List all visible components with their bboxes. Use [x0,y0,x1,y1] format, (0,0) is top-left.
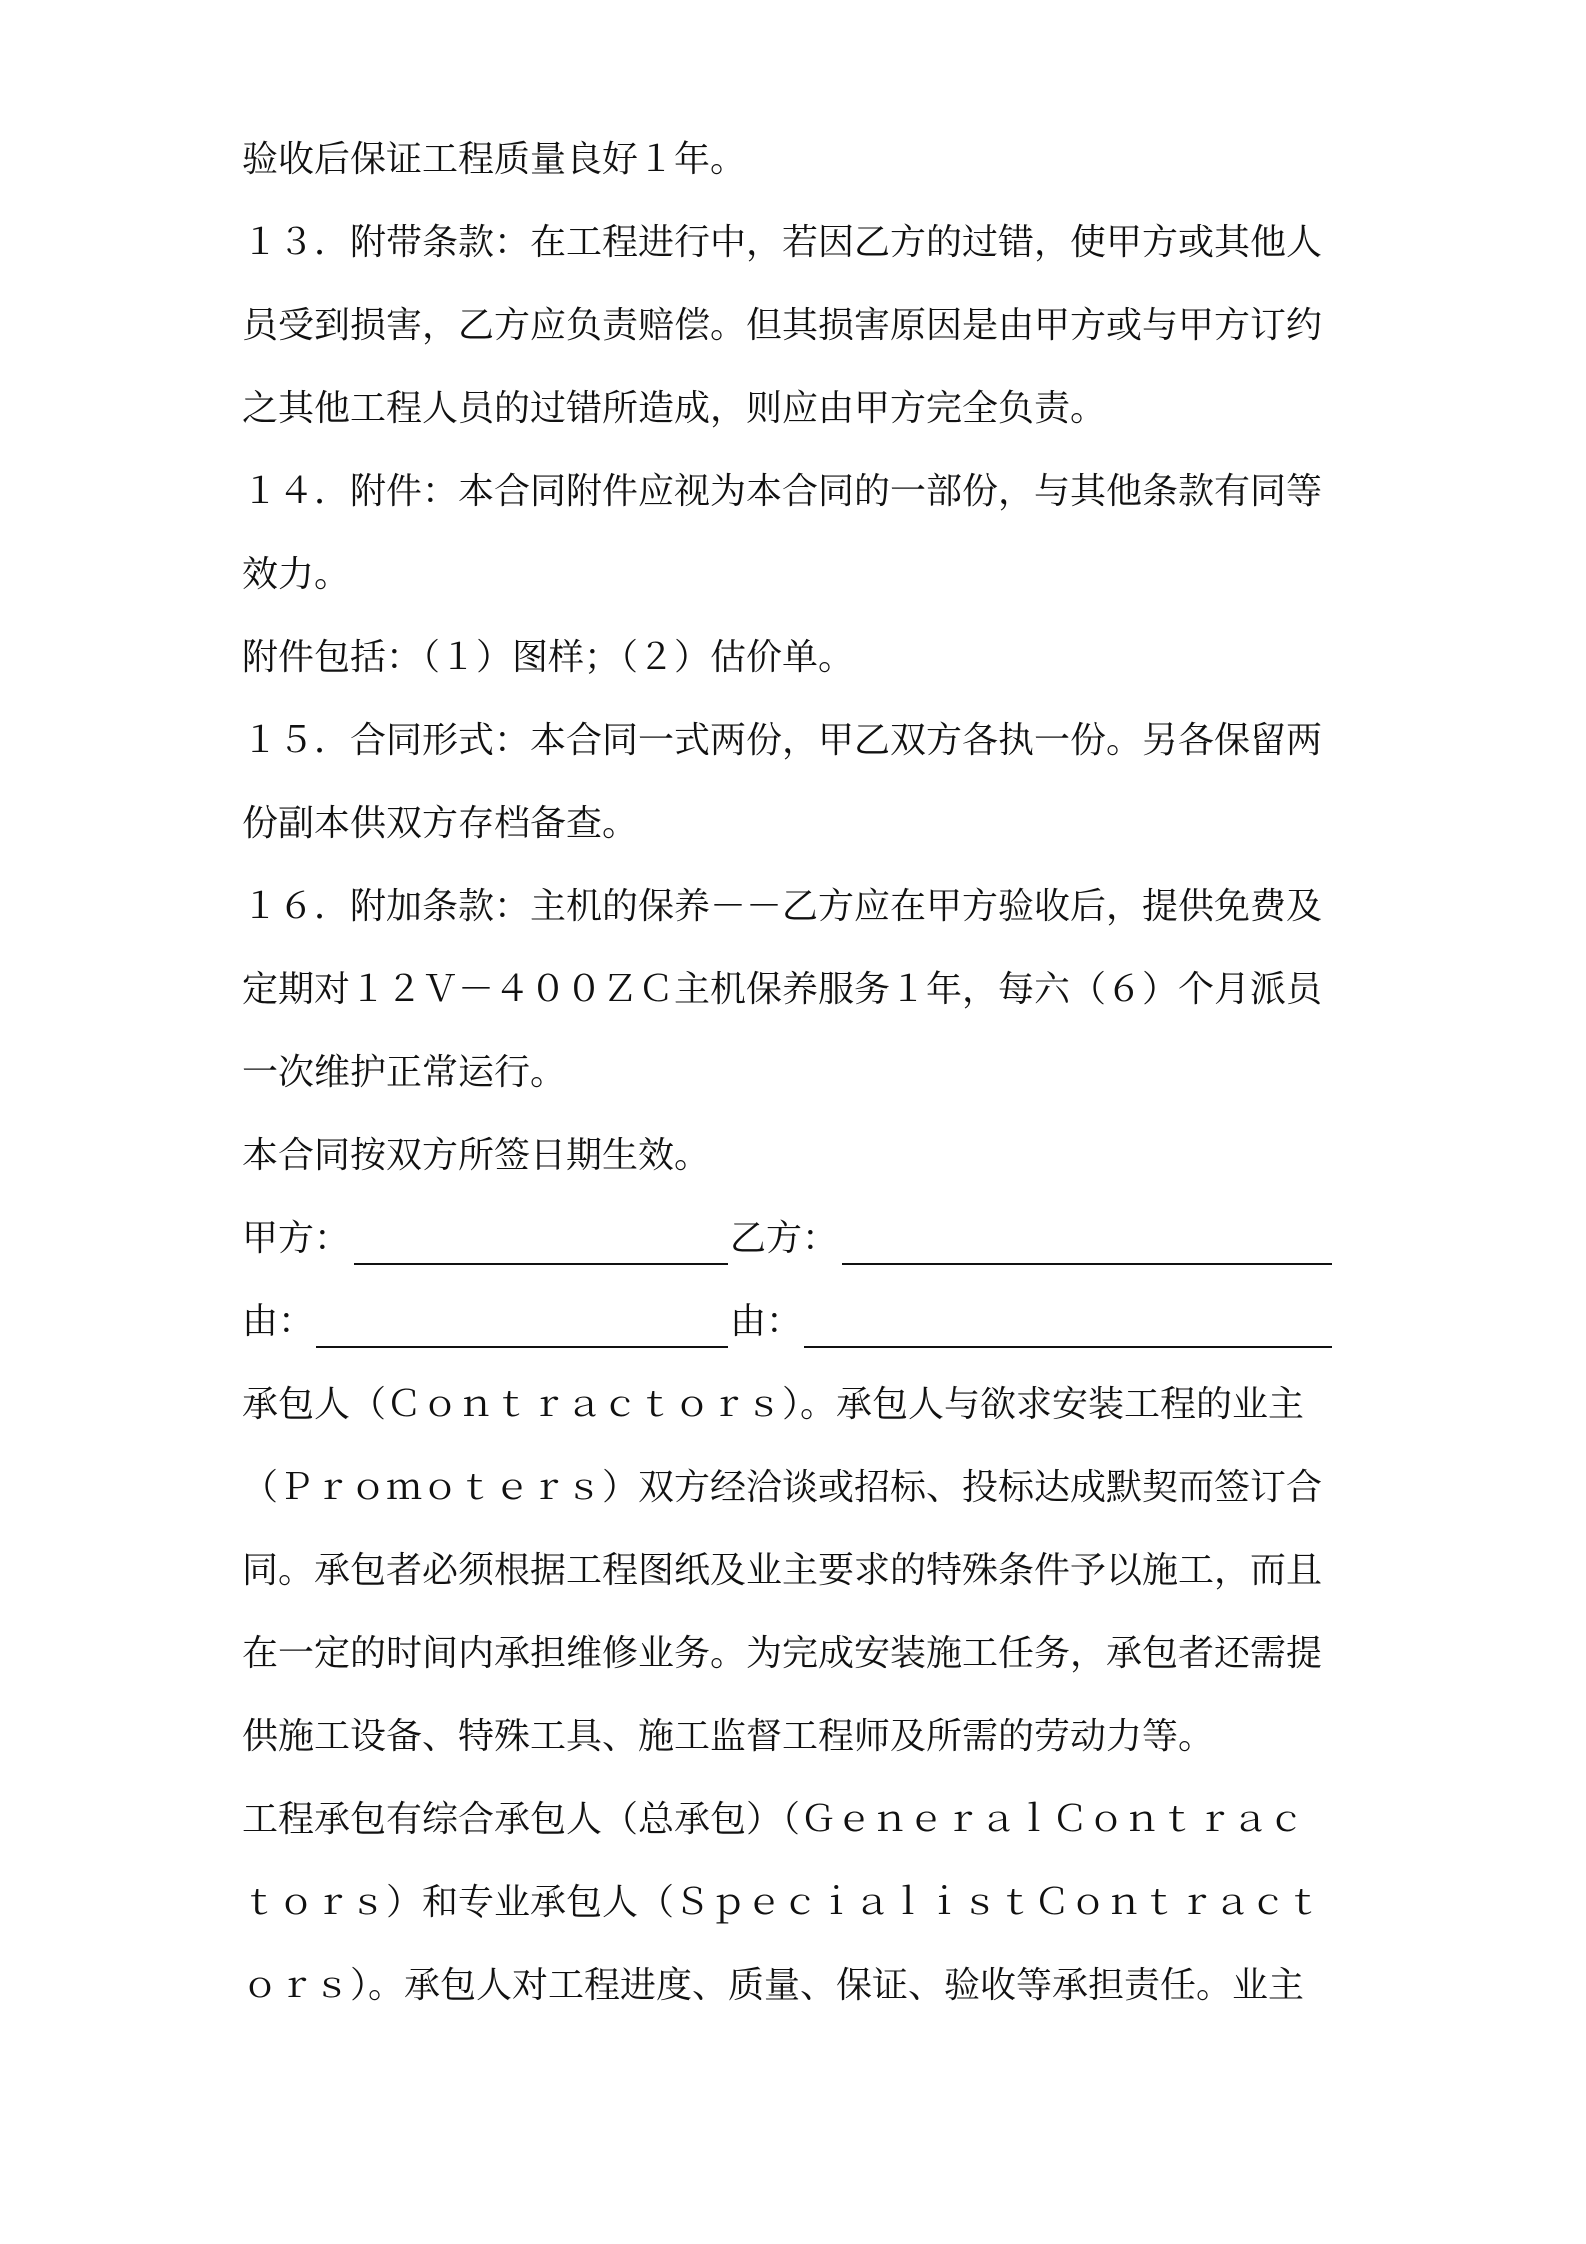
text-line: ｔｏｒｓ）和专业承包人（ＳｐｅｃｉａｌｉｓｔＣｏｎｔｒａｃｔ [242,1882,1323,1923]
party-b-signature-line[interactable] [842,1263,1332,1265]
text-line: 员受到损害，乙方应负责赔偿。但其损害原因是由甲方或与甲方订约 [242,305,1323,346]
text-line: 一次维护正常运行。 [242,1052,567,1093]
party-a-signature-line[interactable] [354,1263,728,1265]
text-line: １６．附加条款：主机的保养－－乙方应在甲方验收后，提供免费及 [242,886,1323,927]
text-line: 在一定的时间内承担维修业务。为完成安装施工任务，承包者还需提 [242,1633,1323,1674]
text-line: 供施工设备、特殊工具、施工监督工程师及所需的劳动力等。 [242,1716,1215,1757]
text-line: 验收后保证工程质量良好１年。 [242,139,747,180]
text-line: （Ｐｒｏｍｏｔｅｒｓ）双方经洽谈或招标、投标达成默契而签订合 [242,1467,1323,1508]
text-line: 定期对１２Ｖ－４００ＺＣ主机保养服务１年，每六（６）个月派员 [242,969,1323,1010]
text-line: 同。承包者必须根据工程图纸及业主要求的特殊条件予以施工，而且 [242,1550,1323,1591]
text-line: ｏｒｓ）。承包人对工程进度、质量、保证、验收等承担责任。业主 [242,1965,1305,2006]
party-a-label: 甲方： [242,1218,351,1259]
signature-row-parties [242,1209,1352,1269]
text-line: １４．附件：本合同附件应视为本合同的一部份，与其他条款有同等 [242,471,1323,512]
by-a-signature-line[interactable] [316,1346,728,1348]
text-line: 工程承包有综合承包人（总承包）（ＧｅｎｅｒａｌＣｏｎｔｒａｃ [242,1799,1305,1840]
text-line: 效力。 [242,554,351,595]
text-line: 份副本供双方存档备查。 [242,803,639,844]
party-b-label: 乙方： [730,1218,839,1259]
text-line: 本合同按双方所签日期生效。 [242,1135,711,1176]
signature-row-by [242,1292,1352,1352]
by-b-label: 由： [730,1301,803,1342]
text-line: 承包人（Ｃｏｎｔｒａｃｔｏｒｓ）。承包人与欲求安装工程的业主 [242,1384,1305,1425]
by-b-signature-line[interactable] [804,1346,1332,1348]
text-line: １５．合同形式：本合同一式两份，甲乙双方各执一份。另各保留两 [242,720,1323,761]
text-line: 之其他工程人员的过错所造成，则应由甲方完全负责。 [242,388,1107,429]
text-line: 附件包括：（１）图样；（２）估价单。 [242,637,855,678]
by-a-label: 由： [242,1301,315,1342]
text-line: １３．附带条款：在工程进行中，若因乙方的过错，使甲方或其他人 [242,222,1323,263]
